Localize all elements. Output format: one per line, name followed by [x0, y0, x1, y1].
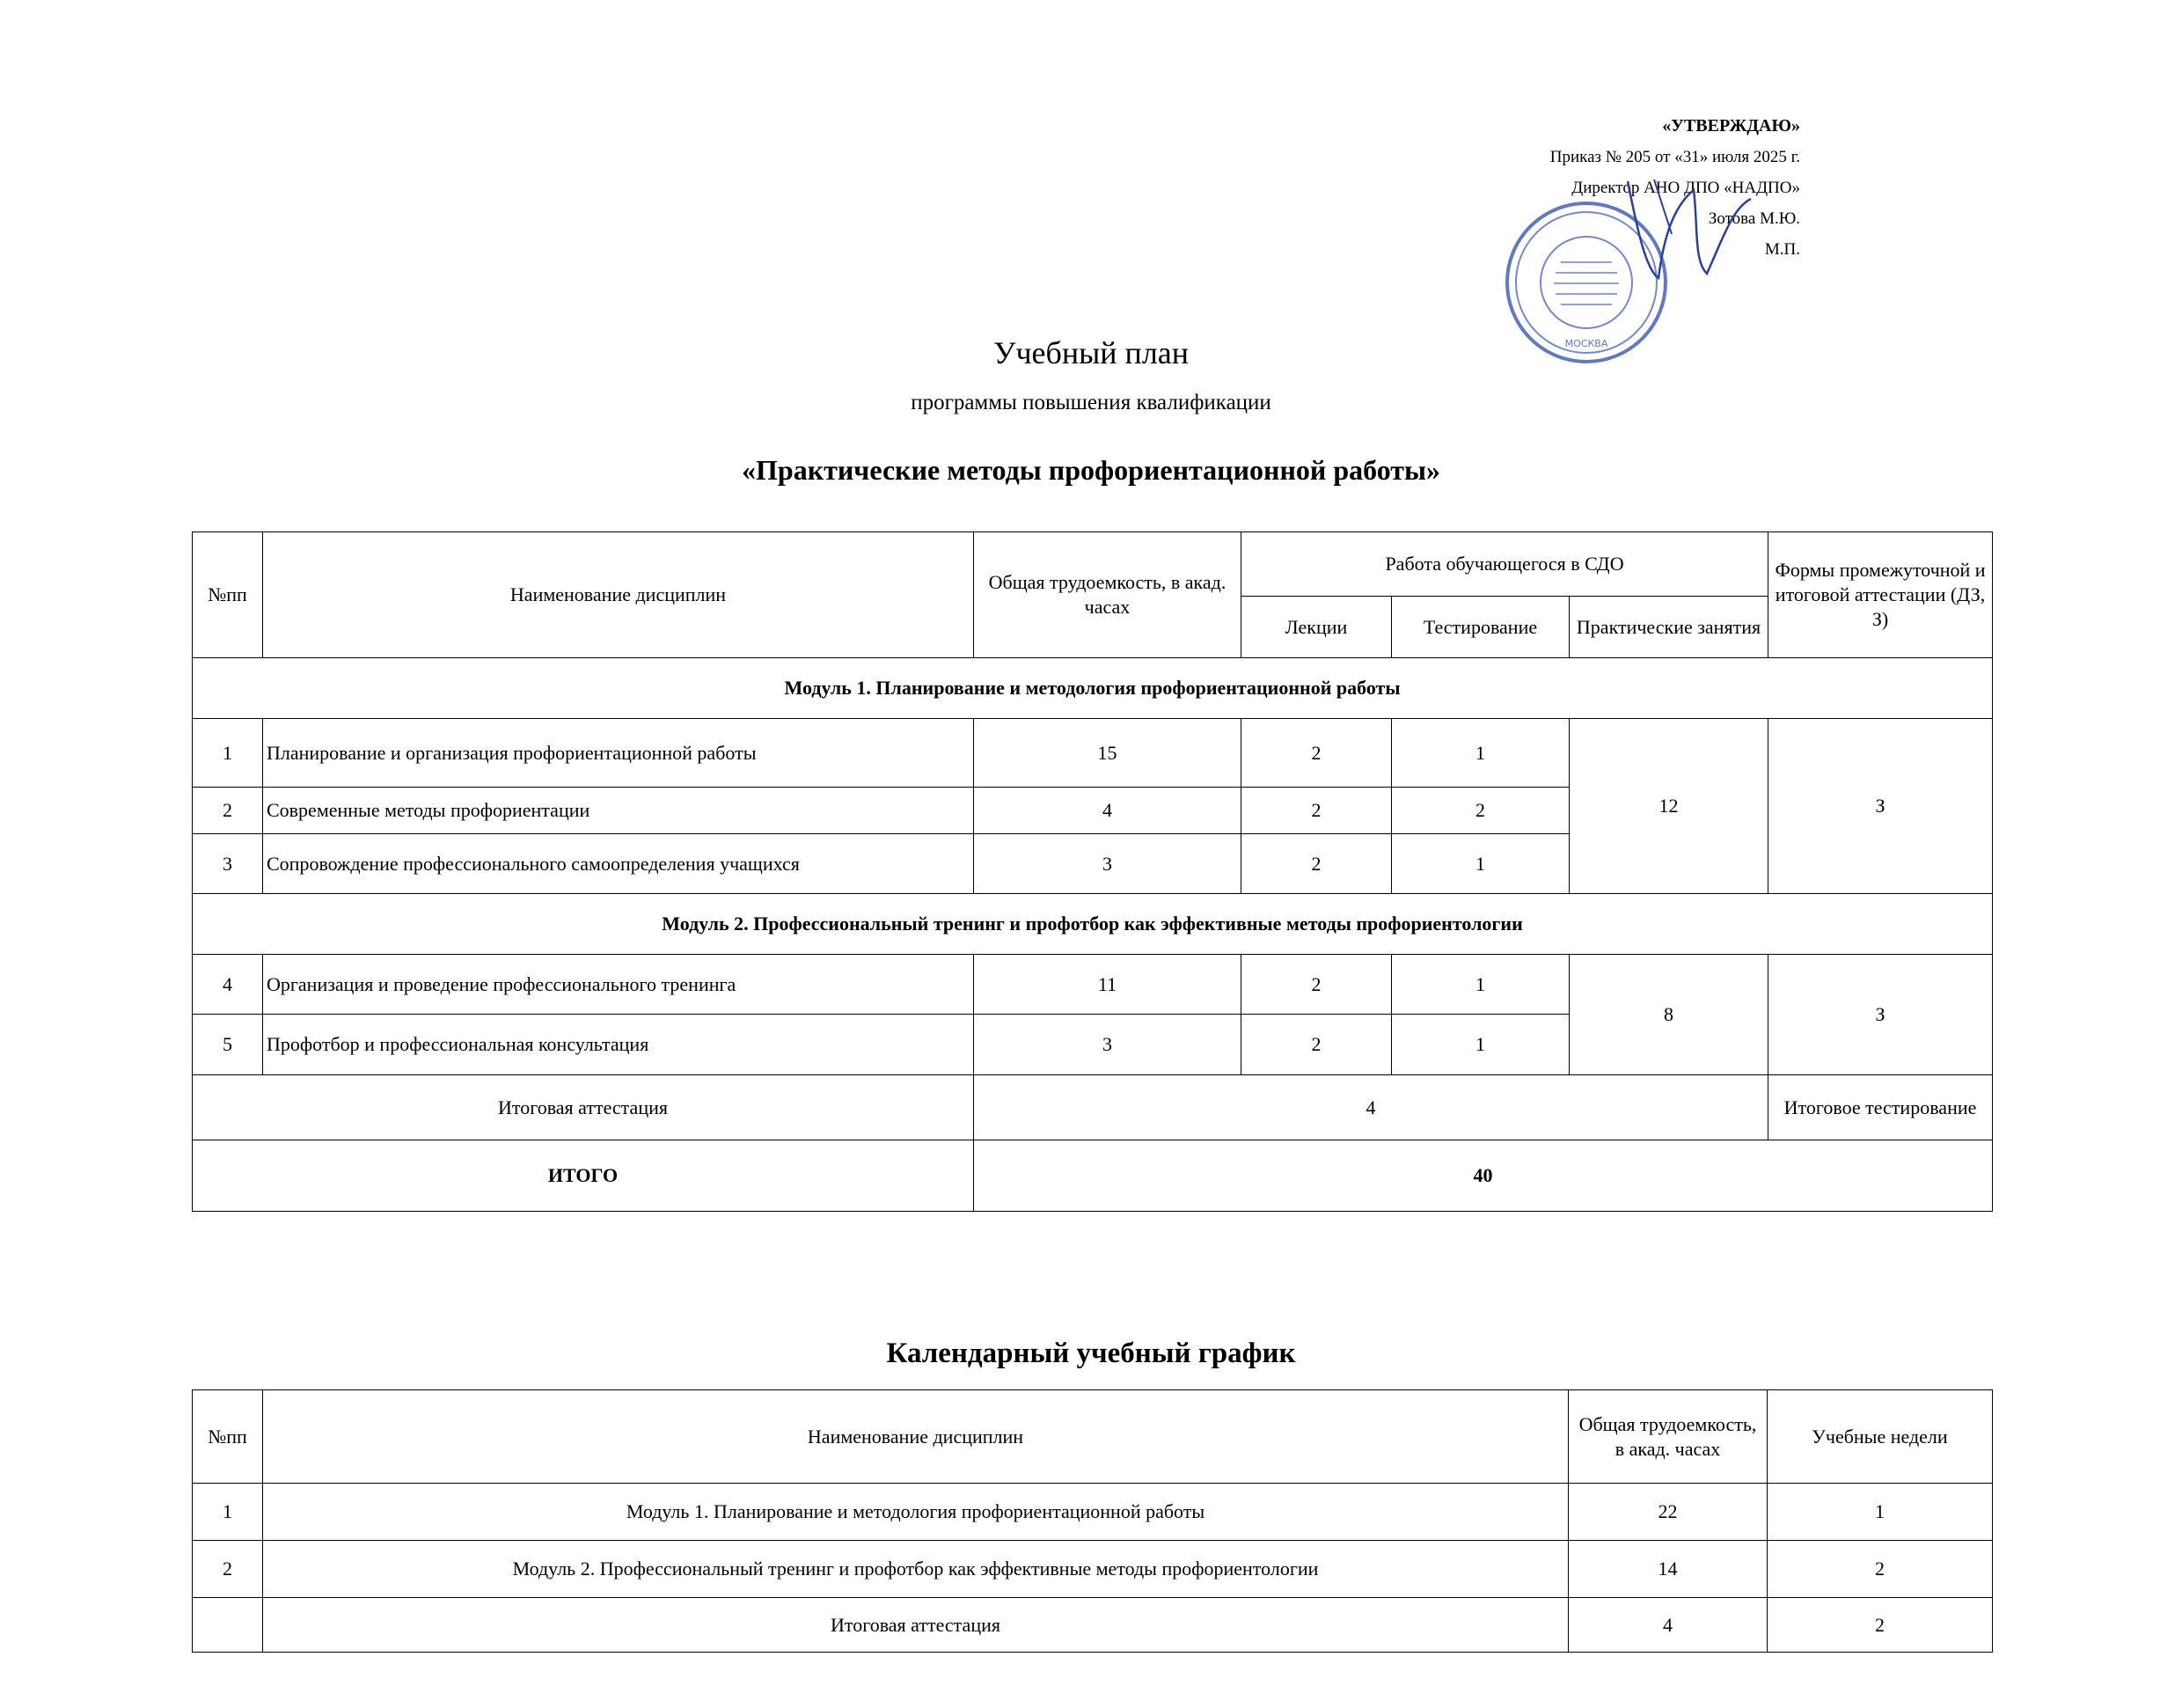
- row-total: 14: [1569, 1541, 1768, 1598]
- row-total: 15: [974, 719, 1241, 788]
- row-num: 1: [193, 719, 263, 788]
- final-form: Итоговое тестирование: [1768, 1075, 1993, 1140]
- row-num: [193, 1598, 263, 1653]
- row-total: 4: [1569, 1598, 1768, 1653]
- row-name: Сопровождение профессионального самоопределения учащихся: [263, 834, 974, 894]
- module-practice: 8: [1570, 955, 1768, 1075]
- header-weeks: Учебные недели: [1768, 1390, 1993, 1484]
- header-work: Работа обучающегося в СДО: [1241, 532, 1768, 597]
- row-num: 2: [193, 788, 263, 834]
- header-name: Наименование дисциплин: [263, 1390, 1569, 1484]
- page-title: Учебный план: [992, 335, 1190, 370]
- module-row: [193, 658, 1993, 719]
- page-subtitle: программы повышения квалификации: [911, 391, 1271, 414]
- row-testing: 2: [1392, 788, 1570, 834]
- row-name: Профотбор и профессиональная консультация: [263, 1015, 974, 1075]
- row-num: 4: [193, 955, 263, 1015]
- row-lectures: 2: [1241, 719, 1392, 788]
- table-row: [193, 955, 1993, 1015]
- final-attestation-row: [193, 1075, 1993, 1140]
- module-form: З: [1768, 955, 1993, 1075]
- header-num: №пп: [193, 1390, 263, 1484]
- table-header-row: [193, 532, 1993, 597]
- row-total: 11: [974, 955, 1241, 1015]
- table-row: [193, 1598, 1993, 1653]
- header-practice: Практические занятия: [1570, 597, 1768, 658]
- row-name: Модуль 1. Планирование и методология профориентационной работы: [263, 1484, 1569, 1541]
- header-testing: Тестирование: [1392, 597, 1570, 658]
- approval-order: Приказ № 205 от «31» июля 2025 г.: [1549, 148, 1800, 166]
- row-lectures: 2: [1241, 955, 1392, 1015]
- row-weeks: 2: [1768, 1598, 1993, 1653]
- row-weeks: 1: [1768, 1484, 1993, 1541]
- study-plan-table: [192, 531, 1993, 1212]
- row-testing: 1: [1392, 955, 1570, 1015]
- approval-heading: «УТВЕРЖДАЮ»: [1662, 116, 1800, 136]
- header-num: №пп: [193, 532, 263, 658]
- calendar-table: [192, 1389, 1993, 1653]
- approval-position: Директор АНО ДПО «НАДПО»: [1571, 179, 1800, 197]
- row-lectures: 2: [1241, 834, 1392, 894]
- module-title: Модуль 2. Профессиональный тренинг и профотбор как эффективные методы профориентологии: [193, 894, 1993, 955]
- row-testing: 1: [1392, 834, 1570, 894]
- calendar-title: Календарный учебный график: [886, 1338, 1296, 1369]
- row-total: 3: [974, 1015, 1241, 1075]
- row-testing: 1: [1392, 1015, 1570, 1075]
- approval-seal-place: М.П.: [1764, 240, 1800, 259]
- table-row: [193, 1541, 1993, 1598]
- header-total: Общая трудоемкость, в акад. часах: [1569, 1390, 1768, 1484]
- approval-name: Зотова М.Ю.: [1708, 209, 1800, 228]
- header-forms: Формы промежуточной и итоговой аттестации (ДЗ, З): [1768, 532, 1993, 658]
- row-total: 22: [1569, 1484, 1768, 1541]
- row-total: 4: [974, 788, 1241, 834]
- module-form: З: [1768, 719, 1993, 894]
- row-lectures: 2: [1241, 788, 1392, 834]
- row-name: Модуль 2. Профессиональный тренинг и профотбор как эффективные методы профориентологии: [263, 1541, 1569, 1598]
- header-lectures: Лекции: [1241, 597, 1392, 658]
- table-header-row: [193, 1390, 1993, 1484]
- total-hours: 40: [974, 1140, 1993, 1212]
- row-num: 1: [193, 1484, 263, 1541]
- stamp-city: МОСКВА: [1564, 338, 1608, 349]
- row-num: 2: [193, 1541, 263, 1598]
- total-label: ИТОГО: [193, 1140, 974, 1212]
- row-lectures: 2: [1241, 1015, 1392, 1075]
- header-total: Общая трудоемкость, в акад. часах: [974, 532, 1241, 658]
- module-title: Модуль 1. Планирование и методология профориентационной работы: [193, 658, 1993, 719]
- row-num: 5: [193, 1015, 263, 1075]
- row-total: 3: [974, 834, 1241, 894]
- director-signature: [1610, 172, 1760, 287]
- row-weeks: 2: [1768, 1541, 1993, 1598]
- row-name: Организация и проведение профессионального тренинга: [263, 955, 974, 1015]
- program-name: «Практические методы профориентационной работы»: [742, 454, 1440, 486]
- row-name: Итоговая аттестация: [263, 1598, 1569, 1653]
- row-testing: 1: [1392, 719, 1570, 788]
- header-name: Наименование дисциплин: [263, 532, 974, 658]
- row-name: Планирование и организация профориентационной работы: [263, 719, 974, 788]
- final-hours: 4: [974, 1075, 1768, 1140]
- total-row: [193, 1140, 1993, 1212]
- row-num: 3: [193, 834, 263, 894]
- table-row: [193, 1484, 1993, 1541]
- table-row: [193, 719, 1993, 788]
- module-practice: 12: [1570, 719, 1768, 894]
- module-row: [193, 894, 1993, 955]
- row-name: Современные методы профориентации: [263, 788, 974, 834]
- final-label: Итоговая аттестация: [193, 1075, 974, 1140]
